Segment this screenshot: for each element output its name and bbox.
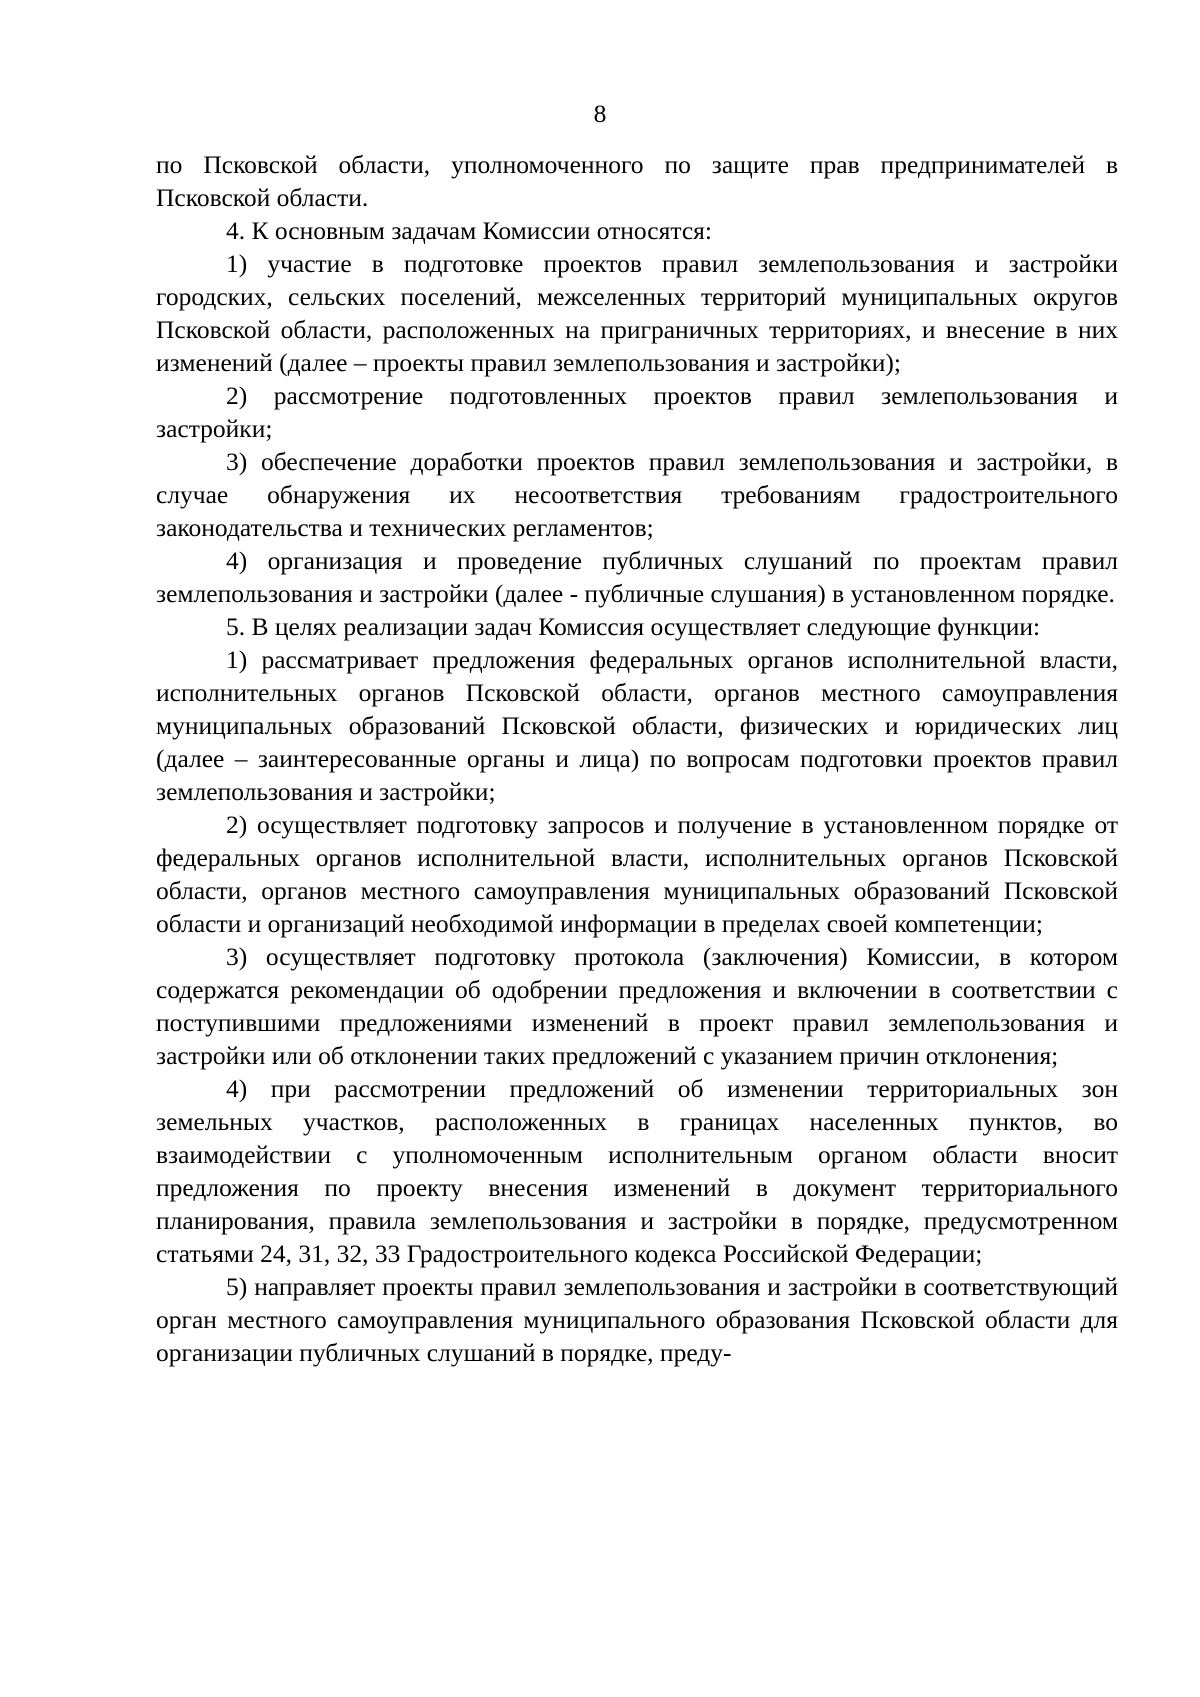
- paragraph-function-2: 2) осуществляет подготовку запросов и получение в установленном порядке от федеральных органов исполнительной власти, исполнительных органов Псковской области, органов местного самоуправления муниципальных образований Псковской области и организаций необходимой информации в пределах своей компетенции;: [156, 810, 1118, 938]
- paragraph-function-3: 3) осуществляет подготовку протокола (заключения) Комиссии, в котором содержатся рекомендации об одобрении предложения и включении в соответствии с поступившими предложениями изменений в проект правил землепользования и застройки или об отклонении таких предложений с указанием причин отклонения;: [156, 942, 1118, 1070]
- paragraph-task-3: 3) обеспечение доработки проектов правил землепользования и застройки, в случае обнаружения их несоответствия требованиям градостроительного законодательства и технических регламентов;: [156, 447, 1118, 542]
- paragraph-task-4: 4) организация и проведение публичных слушаний по проектам правил землепользования и застройки (далее - публичные слушания) в установленном порядке.: [156, 546, 1118, 608]
- paragraph-section-5-heading: 5. В целях реализации задач Комиссия осуществляет следующие функции:: [226, 612, 1041, 641]
- paragraph-task-1: 1) участие в подготовке проектов правил землепользования и застройки городских, сельских поселений, межселенных территорий муниципальных округов Псковской области, расположенных на приграничных территориях, и внесение в них изменений (далее – проекты правил землепользования и застройки);: [156, 249, 1118, 377]
- paragraph-task-2: 2) рассмотрение подготовленных проектов правил землепользования и застройки;: [156, 381, 1118, 443]
- paragraph-continuation: по Псковской области, уполномоченного по защите прав предпринимателей в Псковской области.: [156, 150, 1118, 212]
- paragraph-function-5: 5) направляет проекты правил землепользования и застройки в соответствующий орган местного самоуправления муниципального образования Псковской области для организации публичных слушаний в порядке, преду-: [156, 1272, 1118, 1367]
- paragraph-function-4: 4) при рассмотрении предложений об изменении территориальных зон земельных участков, расположенных в границах населенных пунктов, во взаимодействии с уполномоченным исполнительным органом области вносит предложения по проекту внесения изменений в документ территориального планирования, правила землепользования и застройки в порядке, предусмотренном статьями 24, 31, 32, 33 Градостроительного кодекса Российской Федерации;: [156, 1074, 1118, 1268]
- paragraph-section-4-heading: 4. К основным задачам Комиссии относятся:: [226, 216, 712, 245]
- document-body: [156, 148, 1118, 1369]
- page-number: 8: [593, 99, 607, 128]
- paragraph-function-1: 1) рассматривает предложения федеральных органов исполнительной власти, исполнительных органов Псковской области, органов местного самоуправления муниципальных образований Псковской области, физических и юридических лиц (далее – заинтересованные органы и лица) по вопросам подготовки проектов правил землепользования и застройки;: [156, 645, 1118, 806]
